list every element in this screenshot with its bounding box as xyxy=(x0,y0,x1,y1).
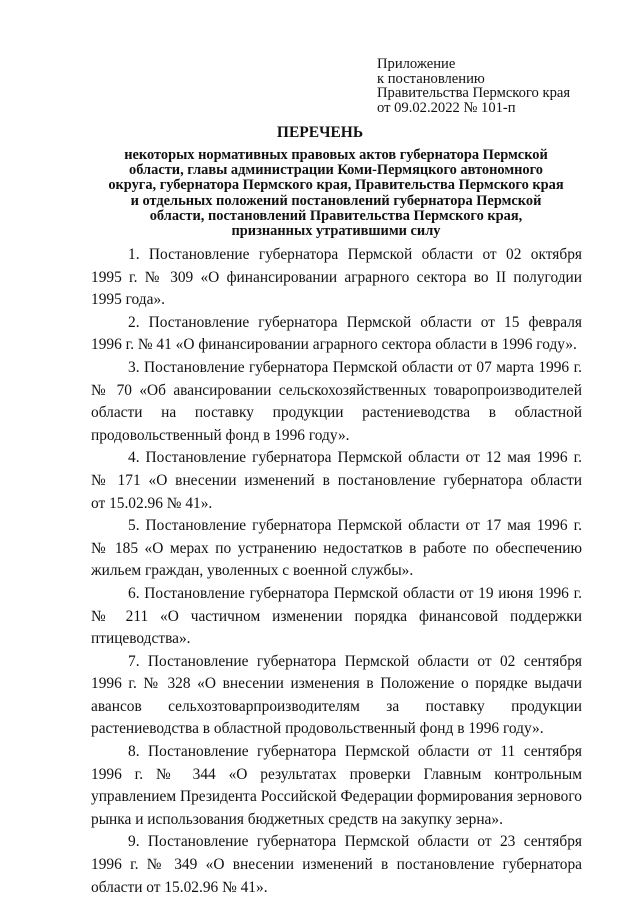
list-item xyxy=(91,312,582,357)
list-item xyxy=(91,741,582,831)
item-line: 3. Постановление губернатора Пермской области от 07 марта 1996 г. xyxy=(128,358,582,376)
document-subtitle xyxy=(100,148,572,239)
item-line: № 211 «О частичном изменении порядка финансовой поддержки xyxy=(91,607,582,625)
item-line: 1995 г. № 309 «О финансировании аграрного сектора во II полугодии xyxy=(91,268,582,286)
subtitle-line: признанных утратившими силу xyxy=(231,223,441,240)
subtitle-line: некоторых нормативных правовых актов губернатора Пермской xyxy=(124,147,548,163)
list-item xyxy=(91,244,582,312)
item-line: 1. Постановление губернатора Пермской области от 02 октября xyxy=(128,246,582,263)
appendix-line: от 09.02.2022 № 101-п xyxy=(377,99,516,116)
item-line: области на поставку продукции растениеводства в областной xyxy=(91,404,582,422)
appendix-block xyxy=(377,57,617,115)
item-line: 4. Постановление губернатора Пермской области от 12 мая 1996 г. xyxy=(128,449,582,467)
item-line: № 70 «Об авансировании сельскохозяйственных товаропроизводителей xyxy=(91,381,582,399)
item-line: 8. Постановление губернатора Пермской области от 11 сентября xyxy=(128,743,582,761)
item-line: 1996 г. № 41 «О финансировании аграрного сектора области в 1996 году». xyxy=(91,336,577,354)
list-item xyxy=(91,583,582,651)
item-line: птицеводства». xyxy=(91,630,191,648)
list-item xyxy=(91,831,582,899)
item-line: 7. Постановление губернатора Пермской области от 02 сентября xyxy=(128,652,582,670)
item-line: № 171 «О внесении изменений в постановление губернатора области xyxy=(91,471,582,489)
item-line: управлением Президента Российской Федерации формирования зернового xyxy=(91,788,582,806)
list-item xyxy=(91,357,582,447)
item-line: растениеводства в областной продовольственный фонд в 1996 году». xyxy=(91,720,544,738)
item-line: № 185 «О мерах по устранению недостатков в работе по обеспечению xyxy=(91,539,582,557)
list-item xyxy=(91,447,582,515)
item-line: 1995 года». xyxy=(91,291,166,309)
item-line: области от 15.02.96 № 41». xyxy=(91,878,268,896)
appendix-line: к постановлению xyxy=(377,70,485,87)
appendix-line: Приложение xyxy=(377,56,456,72)
item-line: 6. Постановление губернатора Пермской области от 19 июня 1996 г. xyxy=(128,584,582,602)
item-line: рынка и использования бюджетных средств на закупку зерна». xyxy=(91,810,503,828)
list-item xyxy=(91,651,582,741)
document-title: ПЕРЕЧЕНЬ xyxy=(276,124,364,141)
item-line: авансов сельхозтоварпроизводителям за поставку продукции xyxy=(91,697,582,715)
item-line: 9. Постановление губернатора Пермской области от 23 сентября xyxy=(128,833,582,851)
list-item xyxy=(91,515,582,583)
subtitle-line: области, главы администрации Коми-Пермяцкого автономного xyxy=(129,162,543,179)
item-line: от 15.02.96 № 41». xyxy=(91,494,213,512)
item-line: 1996 г. № 349 «О внесении изменений в постановление губернатора xyxy=(91,856,582,874)
subtitle-line: округа, губернатора Пермского края, Правительства Пермского края xyxy=(108,177,564,194)
item-line: жильем граждан, уволенных с военной службы». xyxy=(91,562,414,580)
acts-list xyxy=(91,244,582,899)
item-line: продовольственный фонд в 1996 году». xyxy=(91,426,350,444)
item-line: 5. Постановление губернатора Пермской области от 17 мая 1996 г. xyxy=(128,517,582,535)
subtitle-line: и отдельных положений постановлений губернатора Пермской xyxy=(130,192,542,209)
subtitle-line: области, постановлений Правительства Пермского края, xyxy=(149,207,523,224)
item-line: 2. Постановление губернатора Пермской области от 15 февраля xyxy=(128,313,582,331)
item-line: 1996 г. № 344 «О результатах проверки Главным контрольным xyxy=(91,765,582,783)
appendix-line: Правительства Пермского края xyxy=(377,85,571,102)
item-line: 1996 г. № 328 «О внесении изменения в Положение о порядке выдачи xyxy=(91,675,582,693)
